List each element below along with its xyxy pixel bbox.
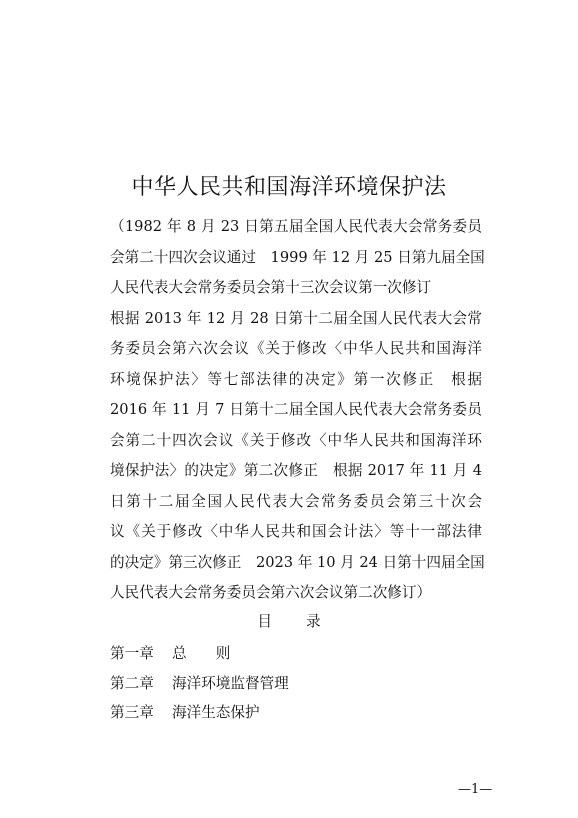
legislative-history [110,212,485,609]
history-line: 人民代表大会常务委员会第六次会议第二次修订） [110,584,432,601]
history-line: 人民代表大会常务委员会第十三次会议第一次修订 [110,279,432,296]
history-line: 务委员会第六次会议《关于修改〈中华人民共和国海洋 [110,340,482,357]
document-title: 中华人民共和国海洋环境保护法 [131,174,447,200]
chapter-number: 第二章 [110,674,154,692]
history-line: 境保护法〉的决定》第二次修正 根据 2017 年 11 月 4 [110,462,482,479]
toc-item-chapter-2[interactable] [110,669,289,699]
table-of-contents [110,639,289,728]
history-line: 会第二十四次会议《关于修改〈中华人民共和国海洋环 [110,431,482,449]
history-line: 2016 年 11 月 7 日第十二届全国人民代表大会常务委员 [110,401,482,418]
history-line: 会第二十四次会议通过 1999 年 12 月 25 日第九届全国 [110,248,485,266]
chapter-title: 海洋生态保护 [172,704,260,721]
chapter-title: 总 则 [172,645,231,662]
toc-heading-right: 录 [306,613,321,630]
toc-item-chapter-3[interactable] [110,698,289,728]
history-line: 的决定》第三次修正 2023 年 10 月 24 日第十四届全国 [110,553,485,571]
toc-heading-left: 目 [257,613,272,630]
history-line: 议《关于修改〈中华人民共和国会计法〉等十一部法律 [110,523,482,540]
toc-item-chapter-1[interactable] [110,639,289,669]
history-line: 环境保护法〉等七部法律的决定》第一次修正 根据 [110,370,482,388]
page-number: —1— [458,782,493,797]
history-line: 日第十二届全国人民代表大会常务委员会第三十次会 [110,492,482,510]
toc-heading [0,612,578,632]
chapter-number: 第三章 [110,704,154,721]
chapter-number: 第一章 [110,645,154,662]
chapter-title: 海洋环境监督管理 [172,674,289,692]
history-line: 根据 2013 年 12 月 28 日第十二届全国人民代表大会常 [110,309,482,327]
history-line: （1982 年 8 月 23 日第五届全国人民代表大会常务委员 [110,218,482,235]
